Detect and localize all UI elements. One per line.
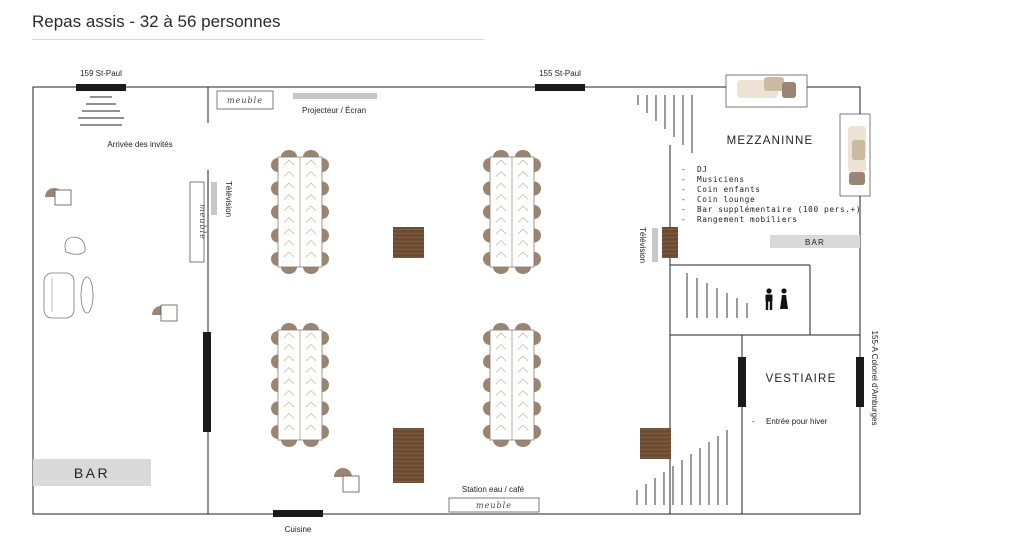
mezzanine-item-bullet: -	[681, 215, 687, 224]
chair	[271, 229, 278, 243]
furniture-bottom	[449, 498, 539, 512]
mezzanine-item: DJ	[697, 165, 708, 174]
building-outline	[33, 87, 860, 514]
label-television-left: Télévision	[224, 180, 233, 218]
chair	[271, 182, 278, 196]
chair	[271, 331, 278, 345]
door-left-divider	[203, 332, 211, 432]
svg-text:meuble: meuble	[227, 96, 263, 105]
chair	[493, 150, 509, 157]
chair	[483, 182, 490, 196]
chair	[271, 355, 278, 369]
outer-walls	[33, 87, 860, 514]
side-table-2	[152, 305, 177, 321]
chair	[515, 440, 531, 447]
chair	[483, 158, 490, 172]
chair	[281, 440, 297, 447]
label-kitchen: Cuisine	[284, 525, 312, 534]
mezzanine-item: Musiciens	[697, 175, 745, 184]
lounge-seating	[44, 188, 177, 321]
chair	[281, 150, 297, 157]
door-vestiaire	[738, 357, 746, 407]
chair	[534, 402, 541, 416]
doors	[73, 84, 864, 517]
chair	[493, 440, 509, 447]
chair	[534, 182, 541, 196]
sofa-icon	[726, 75, 807, 107]
chair	[483, 331, 490, 345]
mezzanine-item-bullet: -	[681, 185, 687, 194]
chair	[281, 323, 297, 330]
chair	[271, 205, 278, 219]
label-projector: Projecteur / Écran	[301, 106, 367, 115]
chair	[281, 267, 297, 274]
armchair-icon	[65, 237, 85, 254]
label-winter-entrance: Entrée pour hiver	[766, 417, 828, 426]
chair	[303, 440, 319, 447]
chair	[271, 425, 278, 439]
label-guests-arrival: Arrivée des invités	[107, 140, 173, 149]
label-159-st-paul: 159 St-Paul	[80, 69, 122, 78]
door-side-entrance	[856, 357, 864, 407]
chair	[322, 158, 329, 172]
mezzanine-item: Coin lounge	[697, 195, 756, 204]
dining-table	[483, 323, 541, 447]
furniture-left	[190, 182, 207, 262]
chair	[534, 158, 541, 172]
side-table-1	[45, 188, 71, 205]
mezzanine-item-bullet: -	[681, 205, 687, 214]
chair	[483, 425, 490, 439]
page-title: Repas assis - 32 à 56 personnes	[32, 12, 281, 31]
mezzanine-item: Coin enfants	[697, 185, 761, 194]
stairs-icon	[78, 97, 124, 125]
chair	[303, 150, 319, 157]
mezzanine-title: MEZZANINNE	[726, 135, 814, 147]
door-kitchen	[273, 510, 323, 517]
door-159-st-paul	[76, 84, 126, 91]
chair	[322, 182, 329, 196]
dining-table	[271, 150, 329, 274]
dining-tables	[271, 150, 541, 447]
label-155-st-paul: 155 St-Paul	[539, 69, 581, 78]
chair	[483, 252, 490, 266]
label-mezzanine-bar: BAR	[804, 238, 826, 247]
chair	[534, 252, 541, 266]
chair	[483, 378, 490, 392]
vestiaire-title: VESTIAIRE	[765, 373, 837, 385]
wood-block-3	[662, 227, 678, 258]
chair	[322, 229, 329, 243]
chair	[271, 158, 278, 172]
wood-block-1	[393, 227, 424, 258]
winter-bullet: -	[752, 417, 755, 426]
furniture-top	[217, 91, 273, 109]
chair	[303, 267, 319, 274]
television-right	[652, 228, 658, 262]
label-side-address: 155-A Colonel d'Amburges	[870, 330, 879, 426]
mezzanine-item-bullet: -	[681, 195, 687, 204]
chair	[271, 252, 278, 266]
sofa-icon	[840, 114, 870, 196]
television-left	[211, 182, 217, 215]
dining-table	[271, 323, 329, 447]
chair	[534, 355, 541, 369]
chair	[515, 267, 531, 274]
chair	[303, 323, 319, 330]
dining-table	[483, 150, 541, 274]
sofa-icon	[44, 273, 74, 318]
mezzanine-item: Rangement mobiliers	[697, 215, 798, 224]
chair	[322, 378, 329, 392]
label-main-bar: BAR	[73, 465, 111, 481]
door-155-st-paul	[535, 84, 585, 91]
chair	[493, 323, 509, 330]
svg-text:meuble: meuble	[198, 204, 207, 240]
mezzanine-item: Bar supplémentaire (100 pers.+)	[697, 205, 862, 214]
chair	[322, 205, 329, 219]
mezzanine-item-bullet: -	[681, 165, 687, 174]
chair	[322, 425, 329, 439]
chair	[515, 150, 531, 157]
label-water-station: Station eau / café	[461, 485, 525, 494]
chair	[534, 425, 541, 439]
chair	[483, 205, 490, 219]
chair	[483, 355, 490, 369]
chair	[322, 402, 329, 416]
chair	[534, 229, 541, 243]
mezzanine-item-bullet: -	[681, 175, 687, 184]
side-table-3	[334, 468, 359, 492]
chair	[322, 331, 329, 345]
restroom-icon	[766, 288, 789, 310]
chair	[515, 323, 531, 330]
svg-text:meuble: meuble	[476, 501, 512, 510]
label-television-right: Télévision	[638, 226, 647, 264]
wood-block-4	[640, 428, 671, 459]
chair	[534, 205, 541, 219]
chair	[534, 378, 541, 392]
chair	[493, 267, 509, 274]
chair	[271, 402, 278, 416]
chair	[322, 355, 329, 369]
wood-block-2	[393, 428, 424, 483]
mezzanine-items	[681, 165, 861, 224]
coffee-table	[81, 277, 93, 313]
chair	[483, 229, 490, 243]
chair	[534, 331, 541, 345]
chair	[483, 402, 490, 416]
chair	[322, 252, 329, 266]
projector-screen	[293, 93, 377, 99]
chair	[271, 378, 278, 392]
